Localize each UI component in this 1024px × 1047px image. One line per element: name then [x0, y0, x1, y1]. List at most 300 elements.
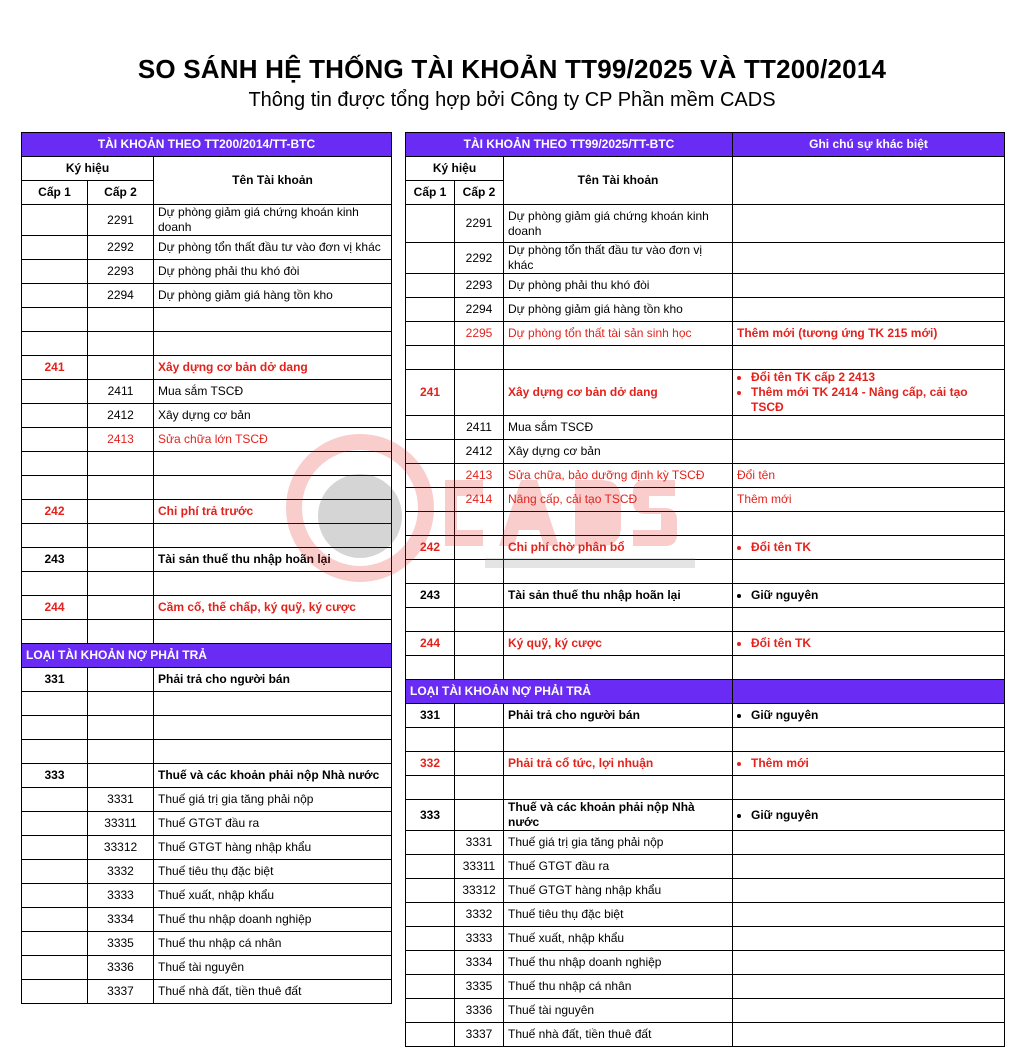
- table-row: [22, 788, 392, 812]
- difference-note: [733, 1023, 1005, 1047]
- level2-code: 2291: [88, 205, 154, 236]
- note-item: • Đổi tên TK: [751, 540, 1000, 555]
- level1-code: [406, 999, 455, 1023]
- note-item: • Đổi tên TK cấp 2 2413: [751, 370, 1000, 385]
- difference-note: [733, 274, 1005, 298]
- tt99-table-body: [406, 205, 1005, 1047]
- difference-note: [733, 927, 1005, 951]
- level2-code: 3332: [455, 903, 504, 927]
- account-name: Thuế tài nguyên: [154, 956, 392, 980]
- level2-code: 3335: [455, 975, 504, 999]
- level2-code: 33312: [88, 836, 154, 860]
- note-list: [737, 756, 1000, 771]
- note-list: [737, 808, 1000, 823]
- table-row: [22, 548, 392, 572]
- table-row: [22, 205, 392, 236]
- table-row: [406, 1023, 1005, 1047]
- level1-code: [406, 298, 455, 322]
- section-row: [22, 644, 392, 668]
- tt99-table: [405, 132, 1005, 1047]
- level1-code: 333: [406, 800, 455, 831]
- level2-code: [88, 524, 154, 548]
- note-item: • Giữ nguyên: [751, 708, 1000, 723]
- account-name-header: Tên Tài khoản: [504, 157, 733, 205]
- difference-note: [733, 704, 1005, 728]
- table-row: [22, 284, 392, 308]
- section-label: LOẠI TÀI KHOẢN NỢ PHẢI TRẢ: [406, 680, 733, 704]
- account-name: Thuế giá trị gia tăng phải nộp: [504, 831, 733, 855]
- account-name: [154, 524, 392, 548]
- level1-code: 244: [406, 632, 455, 656]
- table-row: [406, 205, 1005, 243]
- table-row: [406, 776, 1005, 800]
- note-list: [737, 708, 1000, 723]
- level2-code: [455, 776, 504, 800]
- account-name: [504, 346, 733, 370]
- difference-note: [733, 464, 1005, 488]
- table-row: [406, 879, 1005, 903]
- account-name: Xây dựng cơ bản dở dang: [504, 370, 733, 416]
- level2-code: 33311: [88, 812, 154, 836]
- level1-code: 242: [406, 536, 455, 560]
- account-name: [154, 620, 392, 644]
- level2-code: 3335: [88, 932, 154, 956]
- account-name: [154, 572, 392, 596]
- level1-code: 333: [22, 764, 88, 788]
- level1-code: [22, 572, 88, 596]
- tt200-table-body: [22, 205, 392, 1004]
- account-name: Thuế thu nhập cá nhân: [504, 975, 733, 999]
- difference-note: [733, 560, 1005, 584]
- table-row: [22, 836, 392, 860]
- table-row: [22, 956, 392, 980]
- level1-code: [406, 560, 455, 584]
- note-item: • Đổi tên TK: [751, 636, 1000, 651]
- level1-code: [406, 975, 455, 999]
- table-row: [22, 860, 392, 884]
- account-name: Tài sản thuế thu nhập hoãn lại: [154, 548, 392, 572]
- table-row: [406, 370, 1005, 416]
- level2-code: [455, 632, 504, 656]
- tt200-header: TÀI KHOẢN THEO TT200/2014/TT-BTC: [22, 133, 392, 157]
- note-item: • Giữ nguyên: [751, 588, 1000, 603]
- level2-code: [88, 572, 154, 596]
- account-name: [154, 476, 392, 500]
- level2-code: [88, 764, 154, 788]
- level2-code: 3337: [88, 980, 154, 1004]
- account-name: Thuế tiêu thụ đặc biệt: [504, 903, 733, 927]
- level1-code: 241: [22, 356, 88, 380]
- level2-code: [455, 728, 504, 752]
- note-list: [737, 540, 1000, 555]
- difference-note: [733, 512, 1005, 536]
- level2-code: [88, 620, 154, 644]
- account-name: Dự phòng giảm giá chứng khoán kinh doanh: [504, 205, 733, 243]
- level1-code: [406, 656, 455, 680]
- table-row: [406, 464, 1005, 488]
- level2-code: 2411: [455, 416, 504, 440]
- notes-header: Ghi chú sự khác biệt: [733, 133, 1005, 157]
- level2-code: 2291: [455, 205, 504, 243]
- table-row: [22, 596, 392, 620]
- table-row: [22, 908, 392, 932]
- table-row: [22, 740, 392, 764]
- table-row: [406, 440, 1005, 464]
- account-name: Chi phí trả trước: [154, 500, 392, 524]
- difference-note: [733, 632, 1005, 656]
- level2-code: 3334: [88, 908, 154, 932]
- level2-code: 2293: [88, 260, 154, 284]
- difference-note: [733, 440, 1005, 464]
- level2-header: Cấp 2: [88, 181, 154, 205]
- account-name: [504, 512, 733, 536]
- difference-note: [733, 205, 1005, 243]
- account-name: Ký quỹ, ký cược: [504, 632, 733, 656]
- level1-code: [22, 284, 88, 308]
- table-row: [406, 855, 1005, 879]
- table-row: [22, 668, 392, 692]
- account-name: [154, 692, 392, 716]
- table-row: [406, 560, 1005, 584]
- difference-note: [733, 999, 1005, 1023]
- level2-code: [88, 692, 154, 716]
- level1-code: 331: [22, 668, 88, 692]
- account-name: Dự phòng tổn thất tài sản sinh học: [504, 322, 733, 346]
- level2-code: [88, 476, 154, 500]
- difference-note: [733, 903, 1005, 927]
- account-name: Thuế tài nguyên: [504, 999, 733, 1023]
- level2-code: 3332: [88, 860, 154, 884]
- table-row: [406, 346, 1005, 370]
- difference-note: [733, 584, 1005, 608]
- account-name-header: Tên Tài khoản: [154, 157, 392, 205]
- level1-code: [22, 860, 88, 884]
- level2-code: [455, 512, 504, 536]
- level1-code: [406, 464, 455, 488]
- level1-code: [406, 927, 455, 951]
- level1-code: [406, 903, 455, 927]
- tt200-table: [21, 132, 392, 1004]
- account-name: Dự phòng phải thu khó đòi: [504, 274, 733, 298]
- account-name: Mua sắm TSCĐ: [154, 380, 392, 404]
- page-subtitle: Thông tin được tổng hợp bởi Công ty CP Phần mềm CADS: [248, 89, 776, 111]
- account-name: Nâng cấp, cải tạo TSCĐ: [504, 488, 733, 512]
- table-row: [406, 584, 1005, 608]
- note-item: • Thêm mới: [751, 756, 1000, 771]
- table-row: [22, 236, 392, 260]
- account-name: [504, 560, 733, 584]
- level1-code: [406, 322, 455, 346]
- level2-code: [88, 596, 154, 620]
- account-name: Thuế nhà đất, tiền thuê đất: [504, 1023, 733, 1047]
- table-row: [22, 308, 392, 332]
- table-row: [406, 512, 1005, 536]
- table-row: [406, 608, 1005, 632]
- account-name: Sửa chữa, bảo dưỡng định kỳ TSCĐ: [504, 464, 733, 488]
- difference-note: [733, 346, 1005, 370]
- level2-code: 2294: [455, 298, 504, 322]
- level2-code: [88, 452, 154, 476]
- table-row: [406, 903, 1005, 927]
- difference-note: [733, 656, 1005, 680]
- level2-code: 33312: [455, 879, 504, 903]
- account-name: [154, 716, 392, 740]
- account-name: Xây dựng cơ bản dở dang: [154, 356, 392, 380]
- table-row: [406, 704, 1005, 728]
- level2-code: [88, 548, 154, 572]
- table-row: [22, 620, 392, 644]
- note-text: Thêm mới: [737, 492, 792, 506]
- level1-code: [406, 855, 455, 879]
- difference-note: [733, 243, 1005, 274]
- table-row: [22, 332, 392, 356]
- level1-code: [22, 620, 88, 644]
- account-name: Thuế thu nhập cá nhân: [154, 932, 392, 956]
- table-row: [406, 416, 1005, 440]
- table-row: [22, 380, 392, 404]
- account-name: Thuế giá trị gia tăng phải nộp: [154, 788, 392, 812]
- note-item: • Thêm mới TK 2414 - Nâng cấp, cải tạo TSCĐ: [751, 385, 1000, 415]
- level1-code: [406, 776, 455, 800]
- level1-code: [406, 1023, 455, 1047]
- difference-note: [733, 536, 1005, 560]
- note-text: Thêm mới (tương ứng TK 215 mới): [737, 326, 938, 340]
- difference-note: [733, 752, 1005, 776]
- level2-code: [88, 308, 154, 332]
- level2-code: 2413: [455, 464, 504, 488]
- level1-code: [22, 476, 88, 500]
- account-name: [154, 452, 392, 476]
- level1-code: 241: [406, 370, 455, 416]
- note-list: [737, 370, 1000, 415]
- difference-note: [733, 488, 1005, 512]
- account-name: [504, 608, 733, 632]
- level1-code: [22, 404, 88, 428]
- level1-header: Cấp 1: [22, 181, 88, 205]
- level2-code: [455, 752, 504, 776]
- account-name: Chi phí chờ phân bổ: [504, 536, 733, 560]
- table-row: [406, 975, 1005, 999]
- table-row: [406, 632, 1005, 656]
- level2-code: 3333: [455, 927, 504, 951]
- level2-code: [455, 560, 504, 584]
- level1-code: [22, 452, 88, 476]
- difference-note: [733, 975, 1005, 999]
- table-row: [406, 752, 1005, 776]
- level2-code: [455, 704, 504, 728]
- table-row: [22, 428, 392, 452]
- level1-code: [406, 346, 455, 370]
- table-row: [22, 500, 392, 524]
- account-name: Thuế thu nhập doanh nghiệp: [504, 951, 733, 975]
- table-row: [406, 274, 1005, 298]
- account-name: Dự phòng tổn thất đầu tư vào đơn vị khác: [154, 236, 392, 260]
- table-row: [22, 812, 392, 836]
- note-list: [737, 636, 1000, 651]
- table-row: [22, 980, 392, 1004]
- account-name: Thuế thu nhập doanh nghiệp: [154, 908, 392, 932]
- level2-code: [455, 656, 504, 680]
- tt99-header: TÀI KHOẢN THEO TT99/2025/TT-BTC: [406, 133, 733, 157]
- account-name: Tài sản thuế thu nhập hoãn lại: [504, 584, 733, 608]
- level2-code: 2412: [455, 440, 504, 464]
- table-row: [22, 452, 392, 476]
- level1-code: [22, 428, 88, 452]
- level1-code: [22, 236, 88, 260]
- level1-code: [22, 205, 88, 236]
- level1-code: [406, 274, 455, 298]
- account-name: [504, 728, 733, 752]
- level2-code: [88, 332, 154, 356]
- section-label: LOẠI TÀI KHOẢN NỢ PHẢI TRẢ: [22, 644, 392, 668]
- section-notes: [733, 680, 1005, 704]
- section-row: [406, 680, 1005, 704]
- level2-header: Cấp 2: [455, 181, 504, 205]
- level2-code: 2414: [455, 488, 504, 512]
- level1-code: [22, 932, 88, 956]
- level2-code: 3336: [88, 956, 154, 980]
- account-name: Dự phòng phải thu khó đòi: [154, 260, 392, 284]
- difference-note: [733, 370, 1005, 416]
- level2-code: [455, 800, 504, 831]
- level2-code: 2411: [88, 380, 154, 404]
- table-row: [22, 476, 392, 500]
- level2-code: 33311: [455, 855, 504, 879]
- level1-code: [406, 831, 455, 855]
- level1-code: [22, 836, 88, 860]
- table-row: [22, 932, 392, 956]
- table-row: [406, 800, 1005, 831]
- table-row: [406, 488, 1005, 512]
- table-row: [406, 927, 1005, 951]
- account-name: Thuế và các khoản phải nộp Nhà nước: [154, 764, 392, 788]
- account-name: Mua sắm TSCĐ: [504, 416, 733, 440]
- difference-note: [733, 776, 1005, 800]
- level2-code: [455, 370, 504, 416]
- difference-note: [733, 879, 1005, 903]
- level1-code: 331: [406, 704, 455, 728]
- account-name: Dự phòng giảm giá chứng khoán kinh doanh: [154, 205, 392, 236]
- table-row: [406, 999, 1005, 1023]
- account-name: [154, 332, 392, 356]
- difference-note: [733, 728, 1005, 752]
- level1-code: [22, 980, 88, 1004]
- difference-note: [733, 800, 1005, 831]
- level1-code: 242: [22, 500, 88, 524]
- level1-header: Cấp 1: [406, 181, 455, 205]
- level1-code: 244: [22, 596, 88, 620]
- level2-code: 3331: [88, 788, 154, 812]
- ky-hieu-label: Ký hiệu: [406, 157, 504, 181]
- level1-code: [406, 728, 455, 752]
- table-row: [406, 243, 1005, 274]
- level1-code: [22, 332, 88, 356]
- level1-code: [22, 908, 88, 932]
- level1-code: [22, 716, 88, 740]
- level2-code: [455, 584, 504, 608]
- difference-note: [733, 608, 1005, 632]
- account-name: Thuế xuất, nhập khẩu: [154, 884, 392, 908]
- level1-code: [406, 488, 455, 512]
- table-row: [406, 656, 1005, 680]
- account-name: Dự phòng giảm giá hàng tồn kho: [504, 298, 733, 322]
- table-row: [406, 298, 1005, 322]
- level1-code: [22, 692, 88, 716]
- level1-code: [22, 788, 88, 812]
- level2-code: 2412: [88, 404, 154, 428]
- account-name: Dự phòng giảm giá hàng tồn kho: [154, 284, 392, 308]
- level2-code: 2293: [455, 274, 504, 298]
- account-name: Thuế GTGT hàng nhập khẩu: [154, 836, 392, 860]
- account-name: Thuế nhà đất, tiền thuê đất: [154, 980, 392, 1004]
- note-text: Đổi tên: [737, 468, 776, 482]
- level1-code: [406, 608, 455, 632]
- account-name: Thuế GTGT hàng nhập khẩu: [504, 879, 733, 903]
- account-name: Thuế tiêu thụ đặc biệt: [154, 860, 392, 884]
- level2-code: [88, 716, 154, 740]
- account-name: Thuế GTGT đầu ra: [504, 855, 733, 879]
- level1-code: 332: [406, 752, 455, 776]
- level2-code: [455, 536, 504, 560]
- difference-note: [733, 855, 1005, 879]
- level2-code: [88, 500, 154, 524]
- account-name: [154, 308, 392, 332]
- ky-hieu-label: Ký hiệu: [22, 157, 154, 181]
- difference-note: [733, 416, 1005, 440]
- account-name: Thuế xuất, nhập khẩu: [504, 927, 733, 951]
- level1-code: 243: [406, 584, 455, 608]
- notes-blank: [733, 157, 1005, 205]
- level2-code: [88, 356, 154, 380]
- level2-code: [455, 346, 504, 370]
- level2-code: [88, 668, 154, 692]
- account-name: Phải trả cho người bán: [504, 704, 733, 728]
- table-row: [406, 536, 1005, 560]
- level2-code: 3333: [88, 884, 154, 908]
- level1-code: [22, 740, 88, 764]
- account-name: Thuế và các khoản phải nộp Nhà nước: [504, 800, 733, 831]
- table-row: [22, 692, 392, 716]
- level2-code: 2295: [455, 322, 504, 346]
- level1-code: [22, 956, 88, 980]
- table-row: [22, 764, 392, 788]
- table-row: [406, 951, 1005, 975]
- level1-code: [22, 524, 88, 548]
- account-name: [504, 656, 733, 680]
- table-row: [406, 322, 1005, 346]
- table-row: [22, 404, 392, 428]
- account-name: Phải trả cổ tức, lợi nhuận: [504, 752, 733, 776]
- level1-code: [22, 812, 88, 836]
- account-name: Xây dựng cơ bản: [504, 440, 733, 464]
- level1-code: [406, 512, 455, 536]
- level1-code: [406, 440, 455, 464]
- level2-code: 3334: [455, 951, 504, 975]
- level2-code: 3331: [455, 831, 504, 855]
- account-name: Sửa chữa lớn TSCĐ: [154, 428, 392, 452]
- table-row: [406, 831, 1005, 855]
- table-row: [22, 524, 392, 548]
- account-name: Thuế GTGT đầu ra: [154, 812, 392, 836]
- level2-code: 2292: [455, 243, 504, 274]
- note-list: [737, 588, 1000, 603]
- table-row: [22, 884, 392, 908]
- page-title: SO SÁNH HỆ THỐNG TÀI KHOẢN TT99/2025 VÀ TT200/2014: [137, 54, 887, 84]
- table-row: [22, 260, 392, 284]
- table-row: [22, 356, 392, 380]
- note-item: • Giữ nguyên: [751, 808, 1000, 823]
- level1-code: [406, 416, 455, 440]
